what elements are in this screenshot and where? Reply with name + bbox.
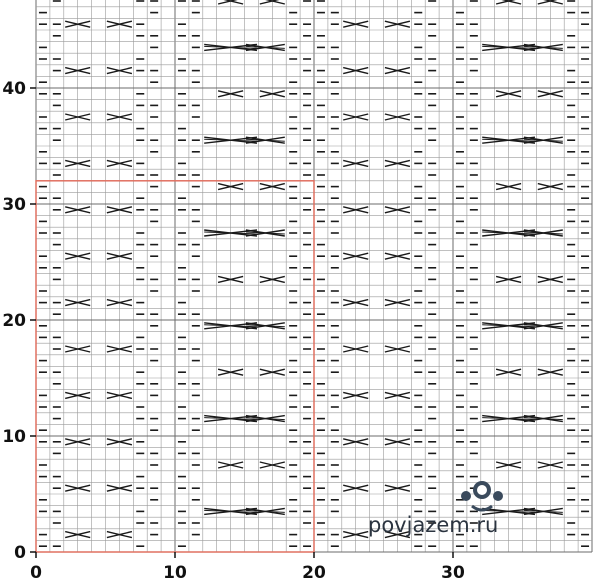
cable-4-symbol [246, 230, 285, 236]
cable-4-symbol [524, 416, 563, 422]
cable-4-symbol [246, 137, 285, 143]
cable-4-symbol [524, 44, 563, 50]
y-tick-label: 20 [2, 311, 26, 331]
cable-4-symbol [246, 323, 285, 329]
y-tick-label: 0 [14, 543, 26, 563]
y-tick-label: 40 [2, 79, 26, 99]
cable-4-symbol [246, 416, 285, 422]
y-tick-label: 30 [2, 195, 26, 215]
x-tick-label: 0 [30, 563, 42, 580]
cable-4-symbol [524, 230, 563, 236]
y-axis [2, 79, 36, 563]
x-tick-label: 30 [441, 563, 465, 580]
y-tick-label: 10 [2, 427, 26, 447]
site-watermark [368, 481, 503, 537]
cable-4-symbol [246, 508, 285, 514]
watermark-text: povjazem.ru [368, 513, 499, 537]
cable-4-symbol [524, 508, 563, 514]
cable-4-symbol [524, 137, 563, 143]
x-axis [30, 552, 465, 580]
cable-4-symbol [246, 44, 285, 50]
x-tick-label: 10 [163, 563, 187, 580]
x-tick-label: 20 [302, 563, 326, 580]
cable-4-symbol [524, 323, 563, 329]
